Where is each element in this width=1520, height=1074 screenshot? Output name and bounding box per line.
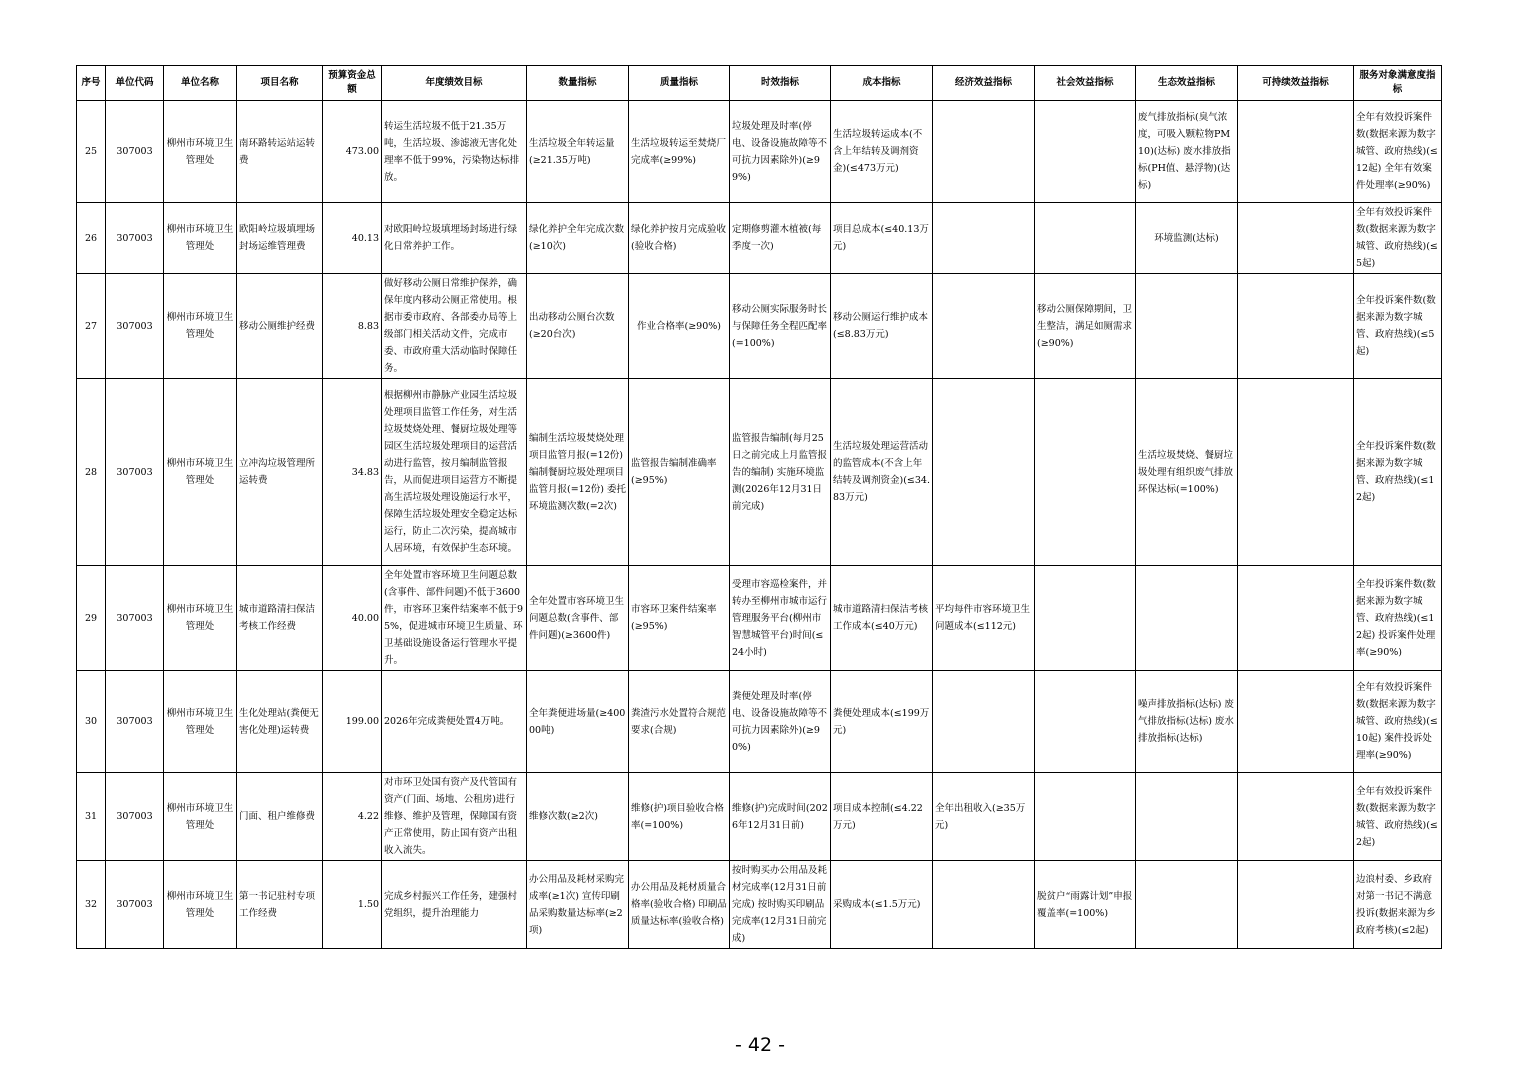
performance-table xyxy=(76,65,1442,949)
satisfaction-indicator: 全年投诉案件数(数据来源为数字城管、政府热线)(≤12起) xyxy=(1354,379,1442,566)
header-cell: 服务对象满意度指标 xyxy=(1354,66,1442,101)
unit-name: 柳州市环境卫生管理处 xyxy=(164,566,237,671)
project-name: 南环路转运站运转费 xyxy=(237,101,323,203)
timeliness-indicator: 定期修剪灌木植被(每季度一次) xyxy=(730,203,831,274)
satisfaction-indicator: 边浪村委、乡政府对第一书记不满意投诉(数据来源为乡政府考核)(≤2起) xyxy=(1354,861,1442,949)
satisfaction-indicator: 全年有效投诉案件数(数据来源为数字城管、政府热线)(≤10起) 案件投诉处理率(≥90%) xyxy=(1354,671,1442,773)
header-cell: 质量指标 xyxy=(629,66,730,101)
ecological-indicator xyxy=(1136,274,1238,379)
social-indicator xyxy=(1035,671,1136,773)
project-name: 移动公厕维护经费 xyxy=(237,274,323,379)
row-number: 29 xyxy=(77,566,106,671)
sustainable-indicator xyxy=(1238,101,1354,203)
cost-indicator: 采购成本(≤1.5万元) xyxy=(831,861,933,949)
quality-indicator: 维修(护)项目验收合格率(=100%) xyxy=(629,773,730,861)
unit-name: 柳州市环境卫生管理处 xyxy=(164,861,237,949)
timeliness-indicator: 维修(护)完成时间(2026年12月31日前) xyxy=(730,773,831,861)
quality-indicator: 办公用品及耗材质量合格率(验收合格) 印刷品质量达标率(验收合格) xyxy=(629,861,730,949)
annual-goal: 2026年完成粪便处置4万吨。 xyxy=(382,671,527,773)
annual-goal: 完成乡村振兴工作任务，建强村党组织，提升治理能力 xyxy=(382,861,527,949)
budget-amount: 8.83 xyxy=(323,274,382,379)
cost-indicator: 项目总成本(≤40.13万元) xyxy=(831,203,933,274)
cost-indicator: 粪便处理成本(≤199万元) xyxy=(831,671,933,773)
satisfaction-indicator: 全年有效投诉案件数(数据来源为数字城管、政府热线)(≤5起) xyxy=(1354,203,1442,274)
sustainable-indicator xyxy=(1238,379,1354,566)
table-row xyxy=(77,566,1442,671)
table-row xyxy=(77,101,1442,203)
satisfaction-indicator: 全年有效投诉案件数(数据来源为数字城管、政府热线)(≤12起) 全年有效案件处理率(≥90%) xyxy=(1354,101,1442,203)
quantity-indicator: 绿化养护全年完成次数(≥10次) xyxy=(527,203,629,274)
header-cell: 年度绩效目标 xyxy=(382,66,527,101)
unit-code: 307003 xyxy=(106,379,164,566)
sustainable-indicator xyxy=(1238,773,1354,861)
sustainable-indicator xyxy=(1238,203,1354,274)
ecological-indicator: 生活垃圾焚烧、餐厨垃圾处理有组织废气排放环保达标(=100%) xyxy=(1136,379,1238,566)
table-row xyxy=(77,203,1442,274)
table-row xyxy=(77,274,1442,379)
budget-amount: 473.00 xyxy=(323,101,382,203)
unit-code: 307003 xyxy=(106,274,164,379)
economic-indicator: 全年出租收入(≥35万元) xyxy=(933,773,1035,861)
social-indicator xyxy=(1035,773,1136,861)
budget-amount: 40.13 xyxy=(323,203,382,274)
header-cell: 预算资金总额 xyxy=(323,66,382,101)
row-number: 28 xyxy=(77,379,106,566)
timeliness-indicator: 移动公厕实际服务时长与保障任务全程匹配率(=100%) xyxy=(730,274,831,379)
header-cell: 经济效益指标 xyxy=(933,66,1035,101)
budget-amount: 4.22 xyxy=(323,773,382,861)
social-indicator xyxy=(1035,566,1136,671)
quantity-indicator: 全年粪便进场量(≥40000吨) xyxy=(527,671,629,773)
satisfaction-indicator: 全年投诉案件数(数据来源为数字城管、政府热线)(≤5起) xyxy=(1354,274,1442,379)
cost-indicator: 项目成本控制(≤4.22万元) xyxy=(831,773,933,861)
quality-indicator: 生活垃圾转运至焚烧厂完成率(≥99%) xyxy=(629,101,730,203)
quantity-indicator: 生活垃圾全年转运量(≥21.35万吨) xyxy=(527,101,629,203)
social-indicator: 脱贫户“雨露计划”申报覆盖率(=100%) xyxy=(1035,861,1136,949)
quality-indicator: 市容环卫案件结案率(≥95%) xyxy=(629,566,730,671)
row-number: 31 xyxy=(77,773,106,861)
budget-amount: 1.50 xyxy=(323,861,382,949)
unit-name: 柳州市环境卫生管理处 xyxy=(164,379,237,566)
ecological-indicator xyxy=(1136,773,1238,861)
timeliness-indicator: 监管报告编制(每月25日之前完成上月监管报告的编制) 实施环境监测(2026年12月31日前完成) xyxy=(730,379,831,566)
unit-code: 307003 xyxy=(106,671,164,773)
unit-name: 柳州市环境卫生管理处 xyxy=(164,671,237,773)
social-indicator xyxy=(1035,379,1136,566)
page-number: - 42 - xyxy=(735,1034,785,1056)
unit-code: 307003 xyxy=(106,566,164,671)
economic-indicator xyxy=(933,379,1035,566)
header-cell: 单位名称 xyxy=(164,66,237,101)
quantity-indicator: 维修次数(≥2次) xyxy=(527,773,629,861)
row-number: 30 xyxy=(77,671,106,773)
cost-indicator: 生活垃圾转运成本(不含上年结转及调剂资金)(≤473万元) xyxy=(831,101,933,203)
social-indicator xyxy=(1035,203,1136,274)
project-name: 欧阳岭垃圾填埋场封场运维管理费 xyxy=(237,203,323,274)
quality-indicator: 绿化养护按月完成验收(验收合格) xyxy=(629,203,730,274)
table-row xyxy=(77,773,1442,861)
header-row xyxy=(77,66,1442,101)
sustainable-indicator xyxy=(1238,274,1354,379)
ecological-indicator: 废气排放指标(臭气浓度，可吸入颗粒物PM10)(达标) 废水排放指标(PH值、悬浮物)(达标) xyxy=(1136,101,1238,203)
unit-name: 柳州市环境卫生管理处 xyxy=(164,203,237,274)
header-cell: 序号 xyxy=(77,66,106,101)
project-name: 城市道路清扫保洁考核工作经费 xyxy=(237,566,323,671)
header-cell: 项目名称 xyxy=(237,66,323,101)
unit-name: 柳州市环境卫生管理处 xyxy=(164,773,237,861)
timeliness-indicator: 按时购买办公用品及耗材完成率(12月31日前完成) 按时购买印刷品完成率(12月31日前完成) xyxy=(730,861,831,949)
quantity-indicator: 出动移动公厕台次数(≥20台次) xyxy=(527,274,629,379)
project-name: 第一书记驻村专项工作经费 xyxy=(237,861,323,949)
table-row xyxy=(77,861,1442,949)
row-number: 25 xyxy=(77,101,106,203)
budget-amount: 199.00 xyxy=(323,671,382,773)
annual-goal: 做好移动公厕日常维护保养，确保年度内移动公厕正常使用。根据市委市政府、各部委办局等上级部门相关活动文件，完成市委、市政府重大活动临时保障任务。 xyxy=(382,274,527,379)
annual-goal: 转运生活垃圾不低于21.35万吨，生活垃圾、渗滤液无害化处理率不低于99%，污染物达标排放。 xyxy=(382,101,527,203)
header-cell: 时效指标 xyxy=(730,66,831,101)
header-cell: 社会效益指标 xyxy=(1035,66,1136,101)
cost-indicator: 城市道路清扫保洁考核工作成本(≤40万元) xyxy=(831,566,933,671)
economic-indicator: 平均每件市容环境卫生问题成本(≤112元) xyxy=(933,566,1035,671)
economic-indicator xyxy=(933,274,1035,379)
satisfaction-indicator: 全年有效投诉案件数(数据来源为数字城管、政府热线)(≤2起) xyxy=(1354,773,1442,861)
header-cell: 可持续效益指标 xyxy=(1238,66,1354,101)
quantity-indicator: 办公用品及耗材采购完成率(≥1次) 宣传印刷品采购数量达标率(≥2项) xyxy=(527,861,629,949)
table-row xyxy=(77,379,1442,566)
unit-code: 307003 xyxy=(106,203,164,274)
annual-goal: 根据柳州市静脉产业园生活垃圾处理项目监管工作任务，对生活垃圾焚烧处理、餐厨垃圾处理等园区生活垃圾处理项目的运营活动进行监管，按月编制监管报告，从而促进项目运营方不断提高生活垃圾处理设施运行水平，保障生活垃圾处理安全稳定达标运行，防止二次污染，提高城市人居环境，有效保护生态环境。 xyxy=(382,379,527,566)
ecological-indicator: 环境监测(达标) xyxy=(1136,203,1238,274)
row-number: 27 xyxy=(77,274,106,379)
annual-goal: 对市环卫处国有资产及代管国有资产(门面、场地、公租房)进行维修、维护及管理，保障国有资产正常使用，防止国有资产出租收入流失。 xyxy=(382,773,527,861)
ecological-indicator xyxy=(1136,861,1238,949)
project-name: 门面、租户维修费 xyxy=(237,773,323,861)
annual-goal: 全年处置市容环境卫生问题总数(含事件、部件问题)不低于3600件，市容环卫案件结案率不低于95%，促进城市环境卫生质量、环卫基础设施设备运行管理水平提升。 xyxy=(382,566,527,671)
header-cell: 生态效益指标 xyxy=(1136,66,1238,101)
timeliness-indicator: 粪便处理及时率(停电、设备设施故障等不可抗力因素除外)(≥90%) xyxy=(730,671,831,773)
project-name: 立冲沟垃圾管理所运转费 xyxy=(237,379,323,566)
economic-indicator xyxy=(933,671,1035,773)
sustainable-indicator xyxy=(1238,861,1354,949)
economic-indicator xyxy=(933,861,1035,949)
ecological-indicator xyxy=(1136,566,1238,671)
sustainable-indicator xyxy=(1238,566,1354,671)
budget-amount: 40.00 xyxy=(323,566,382,671)
header-cell: 单位代码 xyxy=(106,66,164,101)
row-number: 32 xyxy=(77,861,106,949)
satisfaction-indicator: 全年投诉案件数(数据来源为数字城管、政府热线)(≤12起) 投诉案件处理率(≥90%) xyxy=(1354,566,1442,671)
cost-indicator: 生活垃圾处理运营活动的监管成本(不含上年结转及调剂资金)(≤34.83万元) xyxy=(831,379,933,566)
annual-goal: 对欧阳岭垃圾填埋场封场进行绿化日常养护工作。 xyxy=(382,203,527,274)
quality-indicator: 监管报告编制准确率(≥95%) xyxy=(629,379,730,566)
cost-indicator: 移动公厕运行维护成本(≤8.83万元) xyxy=(831,274,933,379)
quantity-indicator: 编制生活垃圾焚烧处理项目监管月报(=12份) 编制餐厨垃圾处理项目监管月报(=12份) 委托环境监测次数(=2次) xyxy=(527,379,629,566)
quality-indicator: 作业合格率(≥90%) xyxy=(629,274,730,379)
header-cell: 成本指标 xyxy=(831,66,933,101)
ecological-indicator: 噪声排放指标(达标) 废气排放指标(达标) 废水排放指标(达标) xyxy=(1136,671,1238,773)
quality-indicator: 粪渣污水处置符合规范要求(合规) xyxy=(629,671,730,773)
sustainable-indicator xyxy=(1238,671,1354,773)
social-indicator: 移动公厕保障期间，卫生整洁，满足如厕需求(≥90%) xyxy=(1035,274,1136,379)
unit-name: 柳州市环境卫生管理处 xyxy=(164,101,237,203)
project-name: 生化处理站(粪便无害化处理)运转费 xyxy=(237,671,323,773)
unit-code: 307003 xyxy=(106,773,164,861)
economic-indicator xyxy=(933,101,1035,203)
timeliness-indicator: 垃圾处理及时率(停电、设备设施故障等不可抗力因素除外)(≥99%) xyxy=(730,101,831,203)
header-cell: 数量指标 xyxy=(527,66,629,101)
row-number: 26 xyxy=(77,203,106,274)
social-indicator xyxy=(1035,101,1136,203)
unit-code: 307003 xyxy=(106,101,164,203)
table-row xyxy=(77,671,1442,773)
budget-amount: 34.83 xyxy=(323,379,382,566)
economic-indicator xyxy=(933,203,1035,274)
quantity-indicator: 全年处置市容环境卫生问题总数(含事件、部件问题)(≥3600件) xyxy=(527,566,629,671)
unit-name: 柳州市环境卫生管理处 xyxy=(164,274,237,379)
unit-code: 307003 xyxy=(106,861,164,949)
timeliness-indicator: 受理市容巡检案件，并转办至柳州市城市运行管理服务平台(柳州市智慧城管平台)时间(≤24小时) xyxy=(730,566,831,671)
